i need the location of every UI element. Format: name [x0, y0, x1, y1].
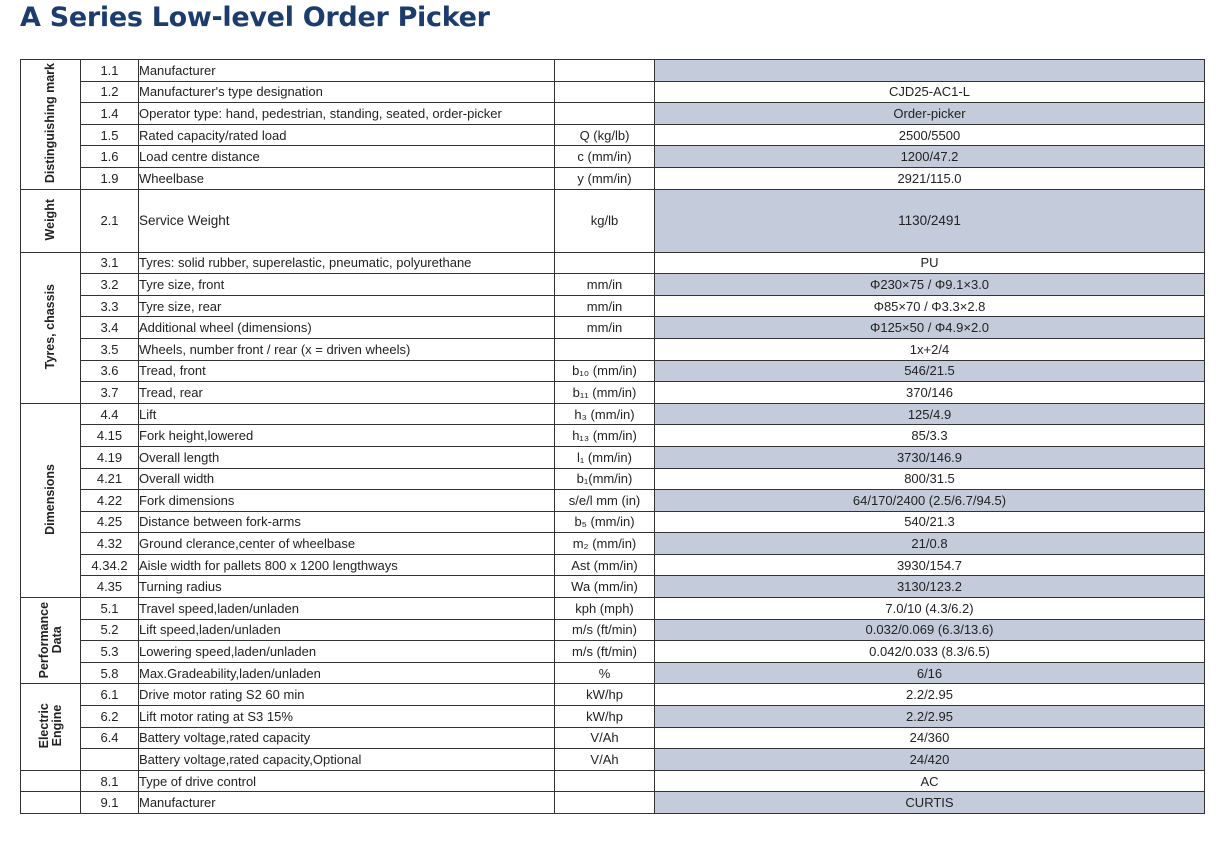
row-value: 370/146: [655, 382, 1205, 404]
row-description: Turning radius: [139, 576, 555, 598]
row-number: 3.2: [81, 274, 139, 296]
row-unit: V/Ah: [555, 727, 655, 749]
row-number: 1.4: [81, 103, 139, 125]
row-number: 4.19: [81, 446, 139, 468]
spec-row: [21, 189, 1205, 252]
row-unit: kW/hp: [555, 706, 655, 728]
row-value: 800/31.5: [655, 468, 1205, 490]
row-unit: b₁₀ (mm/in): [555, 360, 655, 382]
row-value: 1200/47.2: [655, 146, 1205, 168]
spec-row: [21, 792, 1205, 814]
row-unit: mm/in: [555, 274, 655, 296]
row-number: 3.4: [81, 317, 139, 339]
row-description: Load centre distance: [139, 146, 555, 168]
row-unit: Wa (mm/in): [555, 576, 655, 598]
spec-row: [21, 360, 1205, 382]
category-cell: [21, 684, 81, 770]
spec-row: [21, 124, 1205, 146]
row-description: Overall width: [139, 468, 555, 490]
row-number: 1.1: [81, 60, 139, 82]
row-number: 4.4: [81, 403, 139, 425]
row-value: CJD25-AC1-L: [655, 81, 1205, 103]
row-number: 4.15: [81, 425, 139, 447]
row-value: 3130/123.2: [655, 576, 1205, 598]
spec-row: [21, 425, 1205, 447]
row-description: Lowering speed,laden/unladen: [139, 641, 555, 663]
row-description: Aisle width for pallets 800 x 1200 lengthways: [139, 554, 555, 576]
spec-row: [21, 511, 1205, 533]
row-description: Fork height,lowered: [139, 425, 555, 447]
row-description: Battery voltage,rated capacity,Optional: [139, 749, 555, 771]
row-description: Wheelbase: [139, 167, 555, 189]
row-number: 5.3: [81, 641, 139, 663]
page-title: A Series Low-level Order Picker: [20, 2, 490, 33]
category-cell: [21, 252, 81, 403]
row-description: Drive motor rating S2 60 min: [139, 684, 555, 706]
spec-row: [21, 403, 1205, 425]
row-unit: kph (mph): [555, 598, 655, 620]
row-unit: [555, 792, 655, 814]
row-value: 64/170/2400 (2.5/6.7/94.5): [655, 490, 1205, 512]
category-cell: [21, 403, 81, 597]
row-unit: l₁ (mm/in): [555, 446, 655, 468]
row-value: 1x+2/4: [655, 338, 1205, 360]
row-value: 7.0/10 (4.3/6.2): [655, 598, 1205, 620]
row-number: [81, 749, 139, 771]
row-description: Tread, front: [139, 360, 555, 382]
spec-row: [21, 295, 1205, 317]
row-number: 5.1: [81, 598, 139, 620]
row-unit: [555, 338, 655, 360]
row-description: Overall length: [139, 446, 555, 468]
category-label: Dimensions: [43, 463, 57, 535]
row-number: 3.7: [81, 382, 139, 404]
row-description: Additional wheel (dimensions): [139, 317, 555, 339]
row-description: Tread, rear: [139, 382, 555, 404]
row-description: Distance between fork-arms: [139, 511, 555, 533]
row-unit: Q (kg/lb): [555, 124, 655, 146]
row-description: Type of drive control: [139, 770, 555, 792]
row-value: 3730/146.9: [655, 446, 1205, 468]
spec-row: [21, 554, 1205, 576]
spec-row: [21, 167, 1205, 189]
row-number: 1.2: [81, 81, 139, 103]
row-unit: %: [555, 662, 655, 684]
category-cell: [21, 60, 81, 190]
spec-row: [21, 598, 1205, 620]
row-value: 2.2/2.95: [655, 706, 1205, 728]
category-label: Weight: [43, 198, 57, 241]
category-cell: [21, 770, 81, 792]
row-unit: V/Ah: [555, 749, 655, 771]
row-description: Manufacturer: [139, 792, 555, 814]
category-cell: [21, 189, 81, 252]
category-label: Performance Data: [36, 601, 64, 678]
row-unit: mm/in: [555, 295, 655, 317]
spec-row: [21, 619, 1205, 641]
row-value: 125/4.9: [655, 403, 1205, 425]
row-unit: [555, 81, 655, 103]
row-unit: m₂ (mm/in): [555, 533, 655, 555]
row-unit: kW/hp: [555, 684, 655, 706]
row-number: 1.5: [81, 124, 139, 146]
row-description: Manufacturer: [139, 60, 555, 82]
category-cell: [21, 598, 81, 684]
row-value: 24/360: [655, 727, 1205, 749]
row-description: Lift speed,laden/unladen: [139, 619, 555, 641]
row-value: [655, 60, 1205, 82]
spec-row: [21, 382, 1205, 404]
row-value: Order-picker: [655, 103, 1205, 125]
row-unit: kg/lb: [555, 189, 655, 252]
spec-row: [21, 770, 1205, 792]
row-number: 3.1: [81, 252, 139, 274]
row-value: CURTIS: [655, 792, 1205, 814]
row-unit: b₁(mm/in): [555, 468, 655, 490]
spec-row: [21, 274, 1205, 296]
row-description: Tyre size, front: [139, 274, 555, 296]
row-value: 0.032/0.069 (6.3/13.6): [655, 619, 1205, 641]
row-value: 85/3.3: [655, 425, 1205, 447]
spec-row: [21, 103, 1205, 125]
row-value: PU: [655, 252, 1205, 274]
row-unit: y (mm/in): [555, 167, 655, 189]
row-unit: h₃ (mm/in): [555, 403, 655, 425]
row-value: 24/420: [655, 749, 1205, 771]
spec-row: [21, 684, 1205, 706]
row-description: Battery voltage,rated capacity: [139, 727, 555, 749]
row-number: 3.3: [81, 295, 139, 317]
row-value: AC: [655, 770, 1205, 792]
row-description: Rated capacity/rated load: [139, 124, 555, 146]
row-description: Lift: [139, 403, 555, 425]
spec-row: [21, 576, 1205, 598]
row-description: Max.Gradeability,laden/unladen: [139, 662, 555, 684]
spec-row: [21, 727, 1205, 749]
row-unit: b₅ (mm/in): [555, 511, 655, 533]
row-number: 3.5: [81, 338, 139, 360]
row-unit: m/s (ft/min): [555, 619, 655, 641]
row-unit: [555, 60, 655, 82]
row-number: 1.6: [81, 146, 139, 168]
row-description: Tyres: solid rubber, superelastic, pneumatic, polyurethane: [139, 252, 555, 274]
row-unit: m/s (ft/min): [555, 641, 655, 663]
spec-row: [21, 749, 1205, 771]
row-unit: s/e/l mm (in): [555, 490, 655, 512]
row-number: 6.4: [81, 727, 139, 749]
spec-row: [21, 60, 1205, 82]
spec-row: [21, 490, 1205, 512]
row-number: 8.1: [81, 770, 139, 792]
row-unit: b₁₁ (mm/in): [555, 382, 655, 404]
row-unit: mm/in: [555, 317, 655, 339]
row-description: Fork dimensions: [139, 490, 555, 512]
spec-row: [21, 662, 1205, 684]
spec-row: [21, 533, 1205, 555]
row-description: Service Weight: [139, 189, 555, 252]
row-unit: h₁₃ (mm/in): [555, 425, 655, 447]
row-number: 6.1: [81, 684, 139, 706]
row-number: 4.34.2: [81, 554, 139, 576]
category-label: Tyres, chassis: [43, 284, 57, 370]
row-number: 4.21: [81, 468, 139, 490]
row-value: Φ230×75 / Φ9.1×3.0: [655, 274, 1205, 296]
spec-table: [20, 59, 1205, 814]
row-number: 1.9: [81, 167, 139, 189]
row-number: 9.1: [81, 792, 139, 814]
row-number: 4.35: [81, 576, 139, 598]
row-value: Φ85×70 / Φ3.3×2.8: [655, 295, 1205, 317]
spec-row: [21, 446, 1205, 468]
row-description: Ground clerance,center of wheelbase: [139, 533, 555, 555]
row-description: Tyre size, rear: [139, 295, 555, 317]
category-cell: [21, 792, 81, 814]
spec-row: [21, 317, 1205, 339]
row-value: 2.2/2.95: [655, 684, 1205, 706]
row-description: Operator type: hand, pedestrian, standing, seated, order-picker: [139, 103, 555, 125]
row-value: 546/21.5: [655, 360, 1205, 382]
row-unit: Ast (mm/in): [555, 554, 655, 576]
row-value: 21/0.8: [655, 533, 1205, 555]
row-description: Wheels, number front / rear (x = driven wheels): [139, 338, 555, 360]
spec-row: [21, 338, 1205, 360]
row-number: 5.8: [81, 662, 139, 684]
row-number: 4.32: [81, 533, 139, 555]
row-value: Φ125×50 / Φ4.9×2.0: [655, 317, 1205, 339]
row-value: 0.042/0.033 (8.3/6.5): [655, 641, 1205, 663]
row-description: Travel speed,laden/unladen: [139, 598, 555, 620]
spec-row: [21, 81, 1205, 103]
row-unit: [555, 103, 655, 125]
row-value: 1130/2491: [655, 189, 1205, 252]
row-description: Lift motor rating at S3 15%: [139, 706, 555, 728]
spec-row: [21, 468, 1205, 490]
row-value: 2500/5500: [655, 124, 1205, 146]
row-unit: c (mm/in): [555, 146, 655, 168]
row-number: 5.2: [81, 619, 139, 641]
row-unit: [555, 252, 655, 274]
row-number: 3.6: [81, 360, 139, 382]
spec-row: [21, 641, 1205, 663]
row-number: 4.22: [81, 490, 139, 512]
spec-row: [21, 146, 1205, 168]
row-value: 540/21.3: [655, 511, 1205, 533]
row-value: 3930/154.7: [655, 554, 1205, 576]
category-label: Electric Engine: [36, 703, 64, 749]
row-value: 2921/115.0: [655, 167, 1205, 189]
spec-row: [21, 252, 1205, 274]
row-value: 6/16: [655, 662, 1205, 684]
row-number: 6.2: [81, 706, 139, 728]
row-number: 2.1: [81, 189, 139, 252]
category-label: Distinguishing mark: [43, 63, 57, 184]
row-description: Manufacturer's type designation: [139, 81, 555, 103]
row-number: 4.25: [81, 511, 139, 533]
row-unit: [555, 770, 655, 792]
spec-row: [21, 706, 1205, 728]
